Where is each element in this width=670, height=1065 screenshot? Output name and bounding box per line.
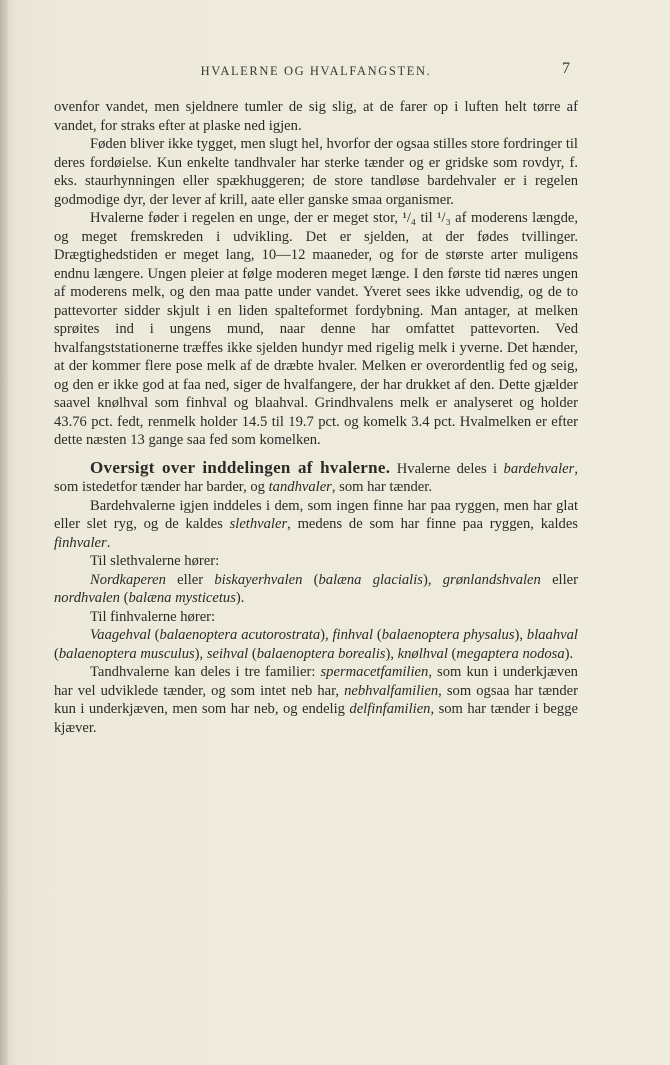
slethvaler-intro: Til slethvalerne hører: xyxy=(90,553,220,569)
text-run: ( xyxy=(302,571,319,588)
text-run: eller xyxy=(540,571,578,588)
latin-name: balaenoptera borealis xyxy=(256,645,386,662)
text-run: eller xyxy=(165,571,215,588)
latin-name: balaenoptera acutorostrata xyxy=(159,627,321,643)
term-nebhvalfamilien: nebhvalfamilien xyxy=(344,682,439,699)
species-name: blaahval xyxy=(526,627,578,643)
running-title: HVALERNE OG HVALFANGSTEN. xyxy=(200,64,432,78)
page-number: 7 xyxy=(562,60,570,77)
text-run: ( xyxy=(248,645,257,662)
text-run: ( xyxy=(447,645,457,662)
species-name: nordhvalen xyxy=(54,590,120,606)
text-run: , som har tænder i begge kjæver. xyxy=(54,701,578,736)
slethvaler-list xyxy=(54,571,578,608)
tandhvaler-paragraph xyxy=(54,663,578,737)
text-run: Hvalerne deles i xyxy=(396,460,498,477)
paragraph-bardehvaler xyxy=(54,497,578,553)
text-run: ( xyxy=(150,627,160,643)
term-spermacetfamilien: spermacetfamilien xyxy=(320,664,429,680)
text-run: ( xyxy=(54,645,59,662)
text-run: , medens de som har finne paa ryggen, kaldes xyxy=(287,516,578,532)
paragraph-1: ovenfor vandet, men sjeldnere tumler de sig slig, at de farer op i luften helt tørre af vandet, for straks efter at plaske ned igjen. xyxy=(54,99,578,134)
term-tandhvaler: tandhvaler xyxy=(268,479,332,495)
text-run: ), xyxy=(385,645,398,662)
text-run: ), xyxy=(320,627,333,643)
text-run: ), xyxy=(194,645,207,662)
finhvaler-intro: Til finhvalerne hører: xyxy=(90,608,216,625)
text-run: Tandhvalerne kan deles i tre familier: xyxy=(90,664,316,680)
latin-name: balaenoptera musculus xyxy=(58,645,195,662)
text-run: ), xyxy=(514,627,527,643)
term-delfinfamilien: delfinfamilien xyxy=(349,701,431,717)
term-finhvaler: finhvaler xyxy=(54,534,107,551)
paragraph-2: Føden bliver ikke tygget, men slugt hel, hvorfor der ogsaa stilles store fordringer til deres fordøielse. Kun enkelte tandhvaler har sterke tænder og er gridske som rovdyr, f. eks. staurhynningen eller spækhuggeren; de store tandløse bardehvaler er i regelen godmodige dyr, der lever af krill, aate eller ganske smaa organismer. xyxy=(54,136,578,208)
species-name: Nordkaperen xyxy=(90,571,166,588)
section-classification xyxy=(54,459,578,497)
text-run: , som har tænder. xyxy=(331,479,432,495)
text-run: , som istedetfor tænder har barder, og xyxy=(54,460,578,495)
species-name: biskayerhvalen xyxy=(214,571,303,588)
text-run: , som ogsaa har tænder kun i underkjæven, men som har neb, og endelig xyxy=(54,682,578,717)
section-heading: Oversigt over inddelingen af hvalerne. xyxy=(90,457,391,477)
body-text xyxy=(54,98,578,737)
text-run: , som kun i underkjæven har vel udviklede tænder, og som intet neb har, xyxy=(54,664,578,699)
page-spine-shadow xyxy=(0,0,8,1065)
finhvaler-list xyxy=(54,626,578,663)
term-slethvaler: slethvaler xyxy=(229,516,288,532)
text-run: ( xyxy=(119,590,129,606)
species-name: knølhval xyxy=(397,645,448,662)
paragraph-3: Hvalerne føder i regelen en unge, der er meget stor, ¹/₄ til ¹/₃ af moderens længde, og meget fremskreden i udvikling. Det er sjelden, at der fødes tvillinger. Drægtighedstiden er meget lang, 10—12 maaneder, og for de største arter muligens endnu længere. Ungen pleier at følge moderen meget længe. I den første tid næres ungen af moderens melk, og den maa patte under vandet. Yveret sees ikke udvendig, og de to pattevorter sidder skjult i en liden spalteformet fordybning. Man antager, at melken sprøites ind i ungens mund, naar denne har omfattet pattevorten. Ved hvalfangststationerne træffes ikke sjelden hundyr med rigelig melk i yverne. Det hænder, at der kommer flere pose melk af de dræbte hvaler. Melken er overordentlig fed og seig, og den er ikke god at faa ned, siger de hvalfangere, der har drukket af den. Dette gjælder saavel knølhval som finhval og blaahval. Grindhvalens melk er analyseret og holder 43.76 pct. fedt, renmelk holder 14.5 til 19.7 pct. og komelk 3.4 pct. Hvalmelken er efter dette næsten 13 gange saa fed som komelken. xyxy=(54,210,578,448)
latin-name: megaptera nodosa xyxy=(456,645,565,662)
species-name: finhval xyxy=(332,627,374,643)
text-run: ), xyxy=(422,571,443,588)
species-name: seihval xyxy=(206,645,249,662)
text-run: . xyxy=(106,534,111,551)
latin-name: balæna mysticetus xyxy=(128,590,236,606)
text-run: ). xyxy=(235,590,245,606)
species-name: Vaagehval xyxy=(90,627,151,643)
latin-name: balæna glacialis xyxy=(318,571,423,588)
text-run: ( xyxy=(373,627,382,643)
latin-name: balaenoptera physalus xyxy=(381,627,515,643)
text-run: Bardehvalerne igjen inddeles i dem, som ingen finne har paa ryggen, men har glat eller slet ryg, og de kaldes xyxy=(54,497,578,532)
term-bardehvaler: bardehvaler xyxy=(503,460,575,477)
species-name: grønlandshvalen xyxy=(442,571,541,588)
text-run: ). xyxy=(564,645,574,662)
